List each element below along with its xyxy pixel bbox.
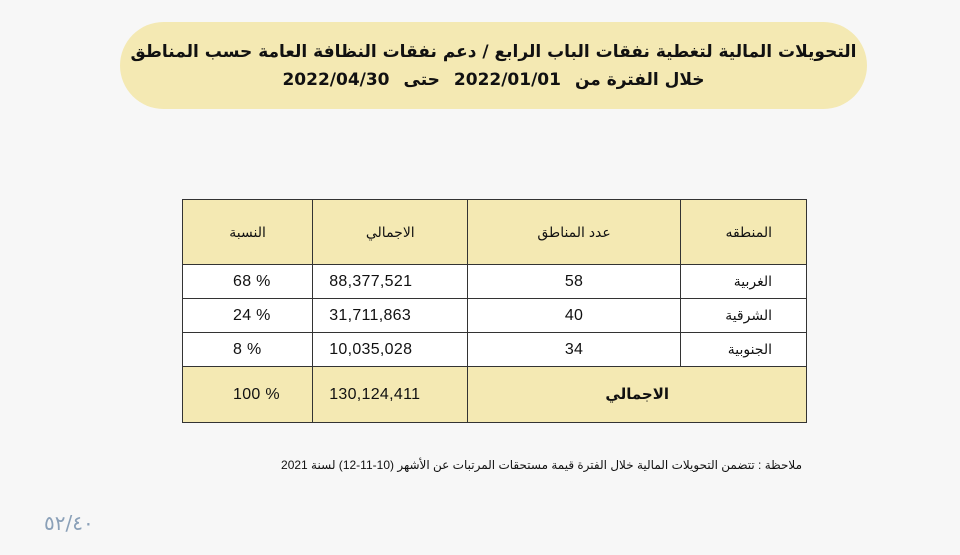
cell-region: الجنوبية [680, 333, 806, 367]
title-banner [120, 22, 867, 109]
total-value: 130,124,411 [313, 367, 468, 423]
cell-total: 10,035,028 [313, 333, 468, 367]
header-count: عدد المناطق [468, 200, 680, 265]
page-number: ٥٢/٤٠ [44, 511, 94, 535]
table-header-row [183, 200, 807, 265]
period-prefix: خلال الفترة من [574, 69, 705, 90]
cell-percent: % 8 [183, 333, 313, 367]
until-label: حتى [403, 69, 440, 90]
cell-percent: % 24 [183, 299, 313, 333]
footnote: ملاحظة : تتضمن التحويلات المالية خلال الفترة قيمة مستحقات المرتبات عن الأشهر (10-11-12) لسنة 2021 [281, 458, 802, 472]
title-line-1: التحويلات المالية لتغطية نفقات الباب الرابع / دعم نفقات النظافة العامة حسب المناطق [130, 41, 857, 62]
date-to: 2022/04/30 [282, 69, 390, 90]
header-region: المنطقه [680, 200, 806, 265]
total-percent: % 100 [183, 367, 313, 423]
table-row [183, 333, 807, 367]
title-line-2 [282, 66, 704, 94]
cell-count: 34 [468, 333, 680, 367]
cell-count: 58 [468, 265, 680, 299]
regions-table [182, 199, 807, 423]
date-from: 2022/01/01 [453, 69, 561, 90]
header-percent: النسبة [183, 200, 313, 265]
header-total: الاجمالي [313, 200, 468, 265]
table-total-row [183, 367, 807, 423]
cell-total: 31,711,863 [313, 299, 468, 333]
cell-count: 40 [468, 299, 680, 333]
cell-total: 88,377,521 [313, 265, 468, 299]
cell-region: الغربية [680, 265, 806, 299]
total-label: الاجمالي [468, 367, 807, 423]
cell-region: الشرقية [680, 299, 806, 333]
cell-percent: % 68 [183, 265, 313, 299]
table-row [183, 265, 807, 299]
table-row [183, 299, 807, 333]
